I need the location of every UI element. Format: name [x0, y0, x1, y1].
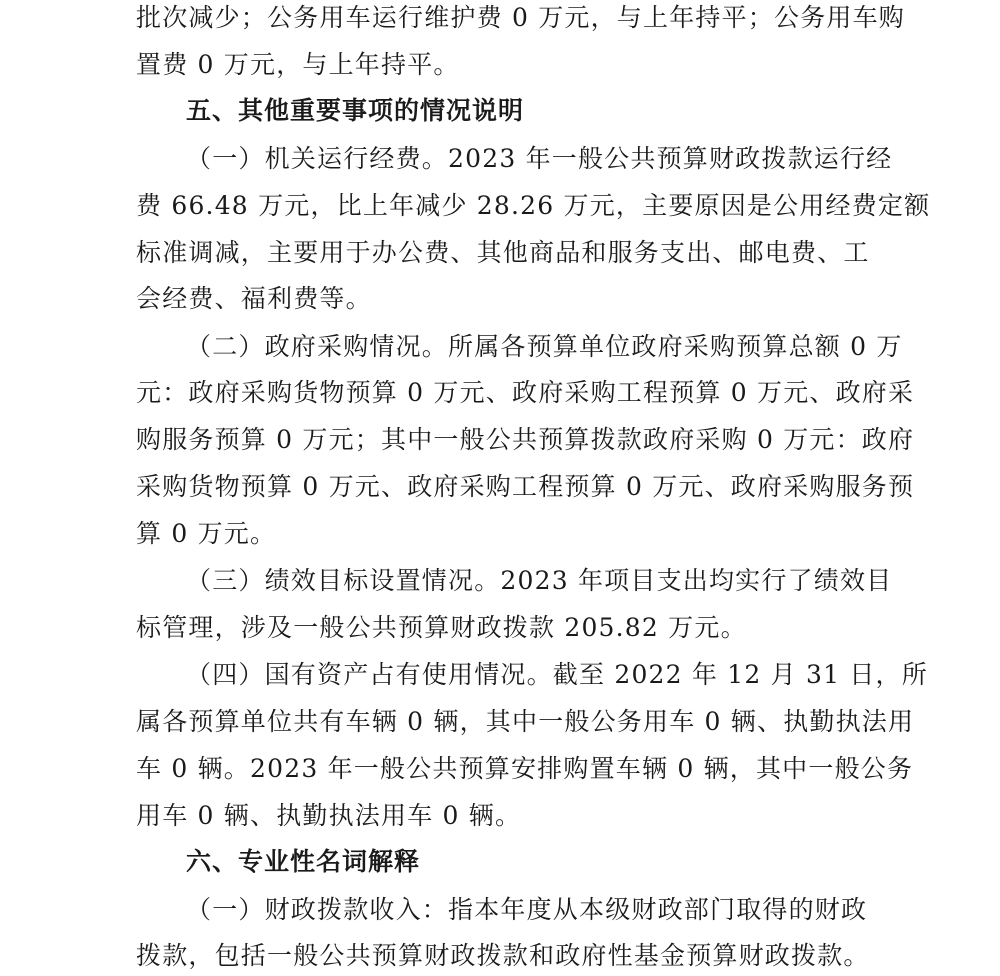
paragraph-line: 标准调减，主要用于办公费、其他商品和服务支出、邮电费、工	[136, 238, 870, 267]
paragraph-line: （三）绩效目标设置情况。2023 年项目支出均实行了绩效目	[186, 566, 893, 595]
section-heading: 五、其他重要事项的情况说明	[186, 96, 525, 125]
paragraph-line: 属各预算单位共有车辆 0 辆，其中一般公务用车 0 辆、执勤执法用	[136, 707, 915, 736]
paragraph-line: 元：政府采购货物预算 0 万元、政府采购工程预算 0 万元、政府采	[136, 378, 915, 407]
paragraph-line: 用车 0 辆、执勤执法用车 0 辆。	[136, 801, 522, 830]
paragraph-line: 会经费、福利费等。	[136, 284, 372, 313]
paragraph-line: （四）国有资产占有使用情况。截至 2022 年 12 月 31 日，所	[186, 660, 928, 689]
paragraph-line: 费 66.48 万元，比上年减少 28.26 万元，主要原因是公用经费定额	[136, 191, 931, 220]
paragraph-line: 批次减少；公务用车运行维护费 0 万元，与上年持平；公务用车购	[136, 3, 906, 32]
paragraph-line: 采购货物预算 0 万元、政府采购工程预算 0 万元、政府采购服务预	[136, 472, 915, 501]
paragraph-line: 车 0 辆。2023 年一般公共预算安排购置车辆 0 辆，其中一般公务	[136, 754, 914, 783]
section-heading: 六、专业性名词解释	[186, 847, 421, 876]
paragraph-line: （一）财政拨款收入：指本年度从本级财政部门取得的财政	[186, 895, 868, 924]
paragraph-line: （二）政府采购情况。所属各预算单位政府采购预算总额 0 万	[186, 332, 903, 361]
paragraph-line: 置费 0 万元，与上年持平。	[136, 50, 460, 79]
paragraph-line: 购服务预算 0 万元；其中一般公共预算拨款政府采购 0 万元：政府	[136, 425, 915, 454]
paragraph-line: 标管理，涉及一般公共预算财政拨款 205.82 万元。	[136, 613, 747, 642]
paragraph-line: 算 0 万元。	[136, 519, 277, 548]
paragraph-line: （一）机关运行经费。2023 年一般公共预算财政拨款运行经	[186, 144, 893, 173]
paragraph-line: 拨款，包括一般公共预算财政拨款和政府性基金预算财政拨款。	[136, 941, 870, 970]
